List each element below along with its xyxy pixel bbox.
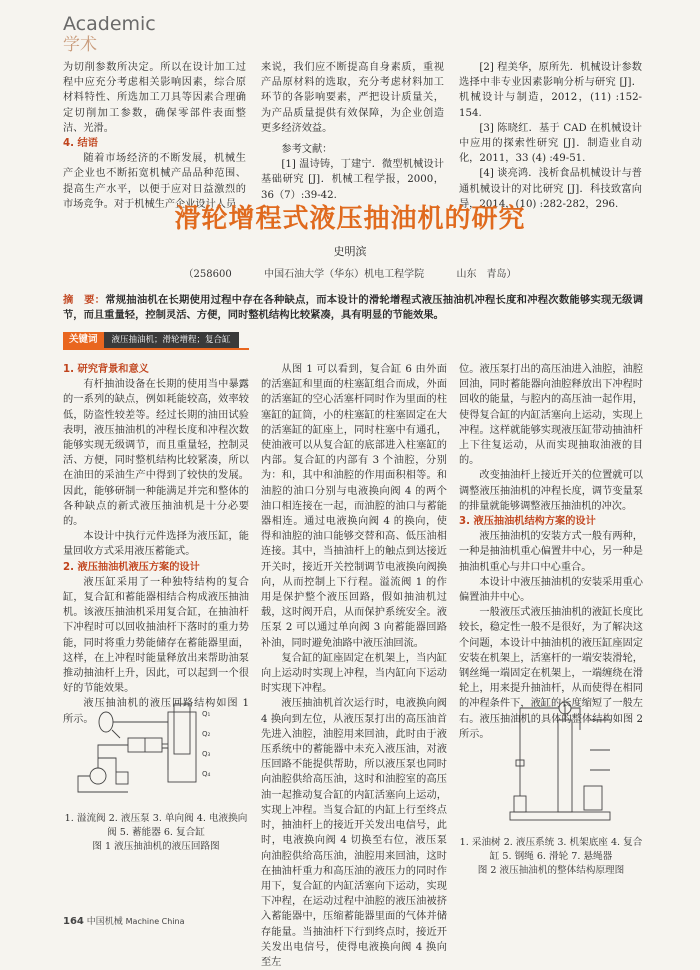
abstract-text: 常规抽油机在长期使用过程中存在各种缺点，而本设计的滑轮增程式液压抽油机冲程长度和冲程次数能够实现无级调节，而且重量轻，控制灵活、方便，同时整机结构比较紧凑，具有明显的节能效果。 [63, 294, 644, 321]
fig1-label-q3: Q₃ [202, 750, 211, 758]
compound-cylinder-inner [174, 704, 190, 754]
brand-zh: 学术 [63, 35, 97, 55]
frame-base-3 [510, 812, 610, 820]
top-col1-p1: 为切削参数所决定。所以在设计加工过程中应充分考虑相关影响因素，综合原材料特性、所选加工刀具等因素合理确定切削加工参数，确保零部件表面整洁、光滑。 [63, 62, 246, 134]
body-col-1 [63, 362, 249, 727]
figure-1-caption-block [63, 812, 249, 854]
top-col-3 [459, 60, 642, 212]
affiliation [0, 265, 700, 280]
wire-rope-5 [520, 708, 559, 796]
section-2-p4: 复合缸的缸座固定在机架上，当内缸向上运动时实现上冲程，当内缸向下运动时实现下冲程。 [261, 652, 447, 695]
figure-2-legend: 1. 采油树 2. 液压系统 3. 机架底座 4. 复合缸 5. 钢绳 6. 滑轮 7. 悬绳器 [459, 837, 643, 862]
section-1-p2: 本设计中执行元件选择为液压缸，能量回收方式采用液压蓄能式。 [63, 531, 249, 558]
top-col-1 [63, 60, 246, 212]
page-footer [63, 914, 185, 927]
relief-valve-1 [116, 772, 128, 784]
reference-1: [1] 温诗铸，丁建宁．微型机械设计基础研究 [J]．机械工程学报，2000，36（7）:39-42. [261, 159, 444, 201]
affiliation-org: 中国石油大学（华东）机电工程学院 [264, 269, 425, 280]
keywords-text: 液压抽油机；滑轮增程；复合缸 [104, 332, 239, 348]
reference-2: [2] 程美华，原所先．机械设计参数选择中非专业因素影响分析与研究 [J]．机械设计与制造，2012，(11) :152-154. [459, 62, 642, 119]
body-col-2 [261, 362, 447, 970]
compound-cylinder-outer [168, 712, 196, 782]
conclusion-heading: 4. 结语 [63, 138, 98, 150]
fig1-label-q1: Q₁ [202, 710, 211, 718]
hydraulic-circuit-diagram [68, 700, 248, 800]
figure-2-caption-block [459, 836, 643, 878]
section-2-p1: 液压缸采用了一种独特结构的复合缸，复合缸和蓄能器相结合构成液压抽油机。该液压抽油机采用复合缸，在抽油杆下冲程时可以回收抽油杆下落时的重力势能，同时将重力势能储存在蓄能器里面，这样，在上冲程时能量释放出来帮助油泵推动抽油杆上升，因此，可以起到一个很好的节能效果。 [63, 576, 249, 695]
keywords-label: 关键词 [63, 332, 104, 348]
section-2-p3: 从图 1 可以看到，复合缸 6 由外面的活塞缸和里面的柱塞缸组合而成，外面的活塞缸的空心活塞杆同时作为里面的柱塞缸的缸筒，小的柱塞缸的柱塞固定在大的活塞缸的缸座上，同时柱塞中有通孔，使油液可以从复合缸的底部进入柱塞缸的内部。复合缸的内部有 3 个油腔，分别为：和，其中和油腔的作用面积相等。和油腔的油口分别与电液换向阀 4 的两个油口相连接在一起，而油腔的油口与蓄能器相连。通过电液换向阀 4 的换向，使得和油腔的油口能够交替和高、低压油相连接。其中，当抽油杆上的触点到达接近开关时，接近开关控制调节电液换向阀换向，从而控制上下行程。溢流阀 1 的作用是保护整个液压回路，假如抽油机过载，这时阀开启，从而保护系统安全。液压泵 2 可以通过单向阀 3 向蓄能器回路补油，同时避免油路中液压油回流。 [261, 364, 447, 649]
wellhead-1 [514, 796, 526, 812]
section-2-heading: 2. 液压抽油机液压方案的设计 [63, 561, 200, 573]
pumping-unit-structure-diagram [480, 700, 630, 828]
section-2-p7: 改变抽油杆上接近开关的位置就可以调整液压抽油机的冲程长度，调节变量泵的排量就能够调整液压抽油机的冲次。 [459, 470, 643, 512]
fig1-label-q4: Q₄ [202, 770, 211, 778]
page-number: 164 [63, 916, 84, 927]
top-col2-p1: 来说，我们应不断提高自身素质，重视产品原材料的选取，充分考虑材料加工环节的各影响要素，严把设计质量关，为产品质量提供有效保障，为企业创造更多经济效益。 [261, 62, 444, 134]
section-2-p6: 位。液压泵打出的高压油进入油腔，油腔回油，同时蓄能器向油腔释放出下冲程时回收的能量，与腔内的高压油一起作用，使得复合缸的内缸活塞向上运动，实现上冲程。这样就能够实现液压缸带动抽油杆上下往复运动，从而实现抽取油液的目的。 [459, 364, 643, 467]
section-1-p1: 有杆抽油设备在长期的使用当中暴露的一系列的缺点，例如耗能较高，效率较低，防盗性较差等。经过长期的油田试验表明，液压抽油机的冲程长度和冲程次数能够实现无级调节，而且重量轻，控制灵活、方便，同时整机结构比较紧凑，所以在油田的采油生产中得到了较快的发展。因此，能够研制一种能满足并完和整体的各种缺点的新式液压抽油机是十分必要的。 [63, 379, 249, 528]
top-col1-p2: 随着市场经济的不断发展，机械生产企业也不断拓宽机械产品品种范围、提高生产水平，以便于应对日益激烈的市场竞争。对于机械生产企业设计人员 [63, 153, 246, 210]
check-valve-3 [112, 730, 120, 738]
top-col-2 [261, 60, 444, 203]
hydraulic-pump-2 [90, 768, 106, 784]
section-3-heading: 3. 液压抽油机结构方案的设计 [459, 516, 596, 528]
affiliation-location: 山东 青岛） [456, 269, 517, 280]
section-3-p1: 液压抽油机的安装方式一般有两种，一种是抽油机重心偏置井中心，另一种是抽油机重心与井口中心重合。 [459, 531, 643, 573]
references-title: 参考文献： [281, 144, 333, 156]
figure-2-title: 图 2 液压抽油机的整体结构原理图 [477, 865, 625, 876]
compound-cylinder-4 [558, 720, 572, 812]
fig1-label-q2: Q₂ [202, 730, 211, 738]
article-title: 滑轮增程式液压抽油机的研究 [174, 204, 526, 234]
body-col-3 [459, 362, 643, 742]
journal-name-zh: 中国机械 [86, 917, 123, 927]
section-2-p2: 液压抽油机的液压回路结构如图 1 所示。 [63, 698, 249, 725]
reference-3: [3] 陈晓红．基于 CAD 在机械设计中应用的探索性研究 [J]．制造业自动化，2011，33 (4) :49-51. [459, 122, 642, 165]
journal-name-en: Machine China [125, 917, 185, 926]
section-1-heading: 1. 研究背景和意义 [63, 364, 149, 375]
author-name: 史明滨 [333, 245, 367, 258]
abstract [63, 293, 643, 323]
section-3-p2: 本设计中液压抽油机的安装采用重心偏置油井中心。 [459, 576, 643, 604]
accumulator-5 [99, 712, 113, 732]
reference-4: [4] 谈亮鸿．浅析食品机械设计与普通机械设计的对比研究 [J]．科技致富向导，2014，(10) :282-282，296. [459, 168, 642, 210]
figure-1-title: 图 1 液压抽油机的液压回路图 [92, 841, 220, 852]
brand-en: Academic [63, 13, 156, 35]
hydraulic-system-2 [584, 786, 602, 810]
abstract-label: 摘 要： [63, 294, 106, 306]
figure-1-legend: 1. 溢流阀 2. 液压泵 3. 单向阀 4. 电液换向阀 5. 蓄能器 6. 复合缸 [64, 813, 248, 838]
section-3-p3: 一般液压式液压抽油机的液缸长度比较长，稳定性一般不是很好，为了解决这个问题，本设计中抽油机的液压缸座固定安装在机架上，活塞杆的一端安装滑轮，钢丝绳一端固定在机架上，一端缠绕在滑轮上，用来提升抽油杆，从而使得在相同的冲程条件下，液缸的长度缩短了一般左右。液压抽油机的具体的整体结构如图 2 所示。 [459, 607, 643, 740]
keywords-rule [63, 348, 249, 350]
figure-1 [68, 700, 248, 800]
section-2-p5: 液压抽油机首次运行时，电液换向阀 4 换向到左位，从液压泵打出的高压油首先进入油腔，油腔用来回油，此时由于液压系统中的蓄能器中未充入液压油，对液压回路不能提供帮助，所以液压泵也同时向油腔供给高压油，这时和油腔室的高压油一起推动复合缸的内缸活塞向上运动，实现上冲程。当复合缸的内缸上行至终点时，抽油杆上的接近开关发出电信号，此时，电液换向阀 4 切换至右位，液压泵向油腔供给高压油，油腔用来回油，这时在抽油杆重力和高压油的液压力的同时作用下，复合缸的内缸活塞向下运动，实现下冲程，在运动过程中油腔的液压油被挤入蓄能器中，压缩蓄能器里面的气体并储存能量。当抽油杆下行到终点时，接近开关发出电信号，使得电液换向阀 4 换向至左 [261, 698, 447, 968]
affiliation-code: （258600 [183, 269, 232, 280]
journal-header [63, 14, 156, 56]
keywords-row [63, 332, 239, 348]
figure-2 [480, 700, 630, 828]
